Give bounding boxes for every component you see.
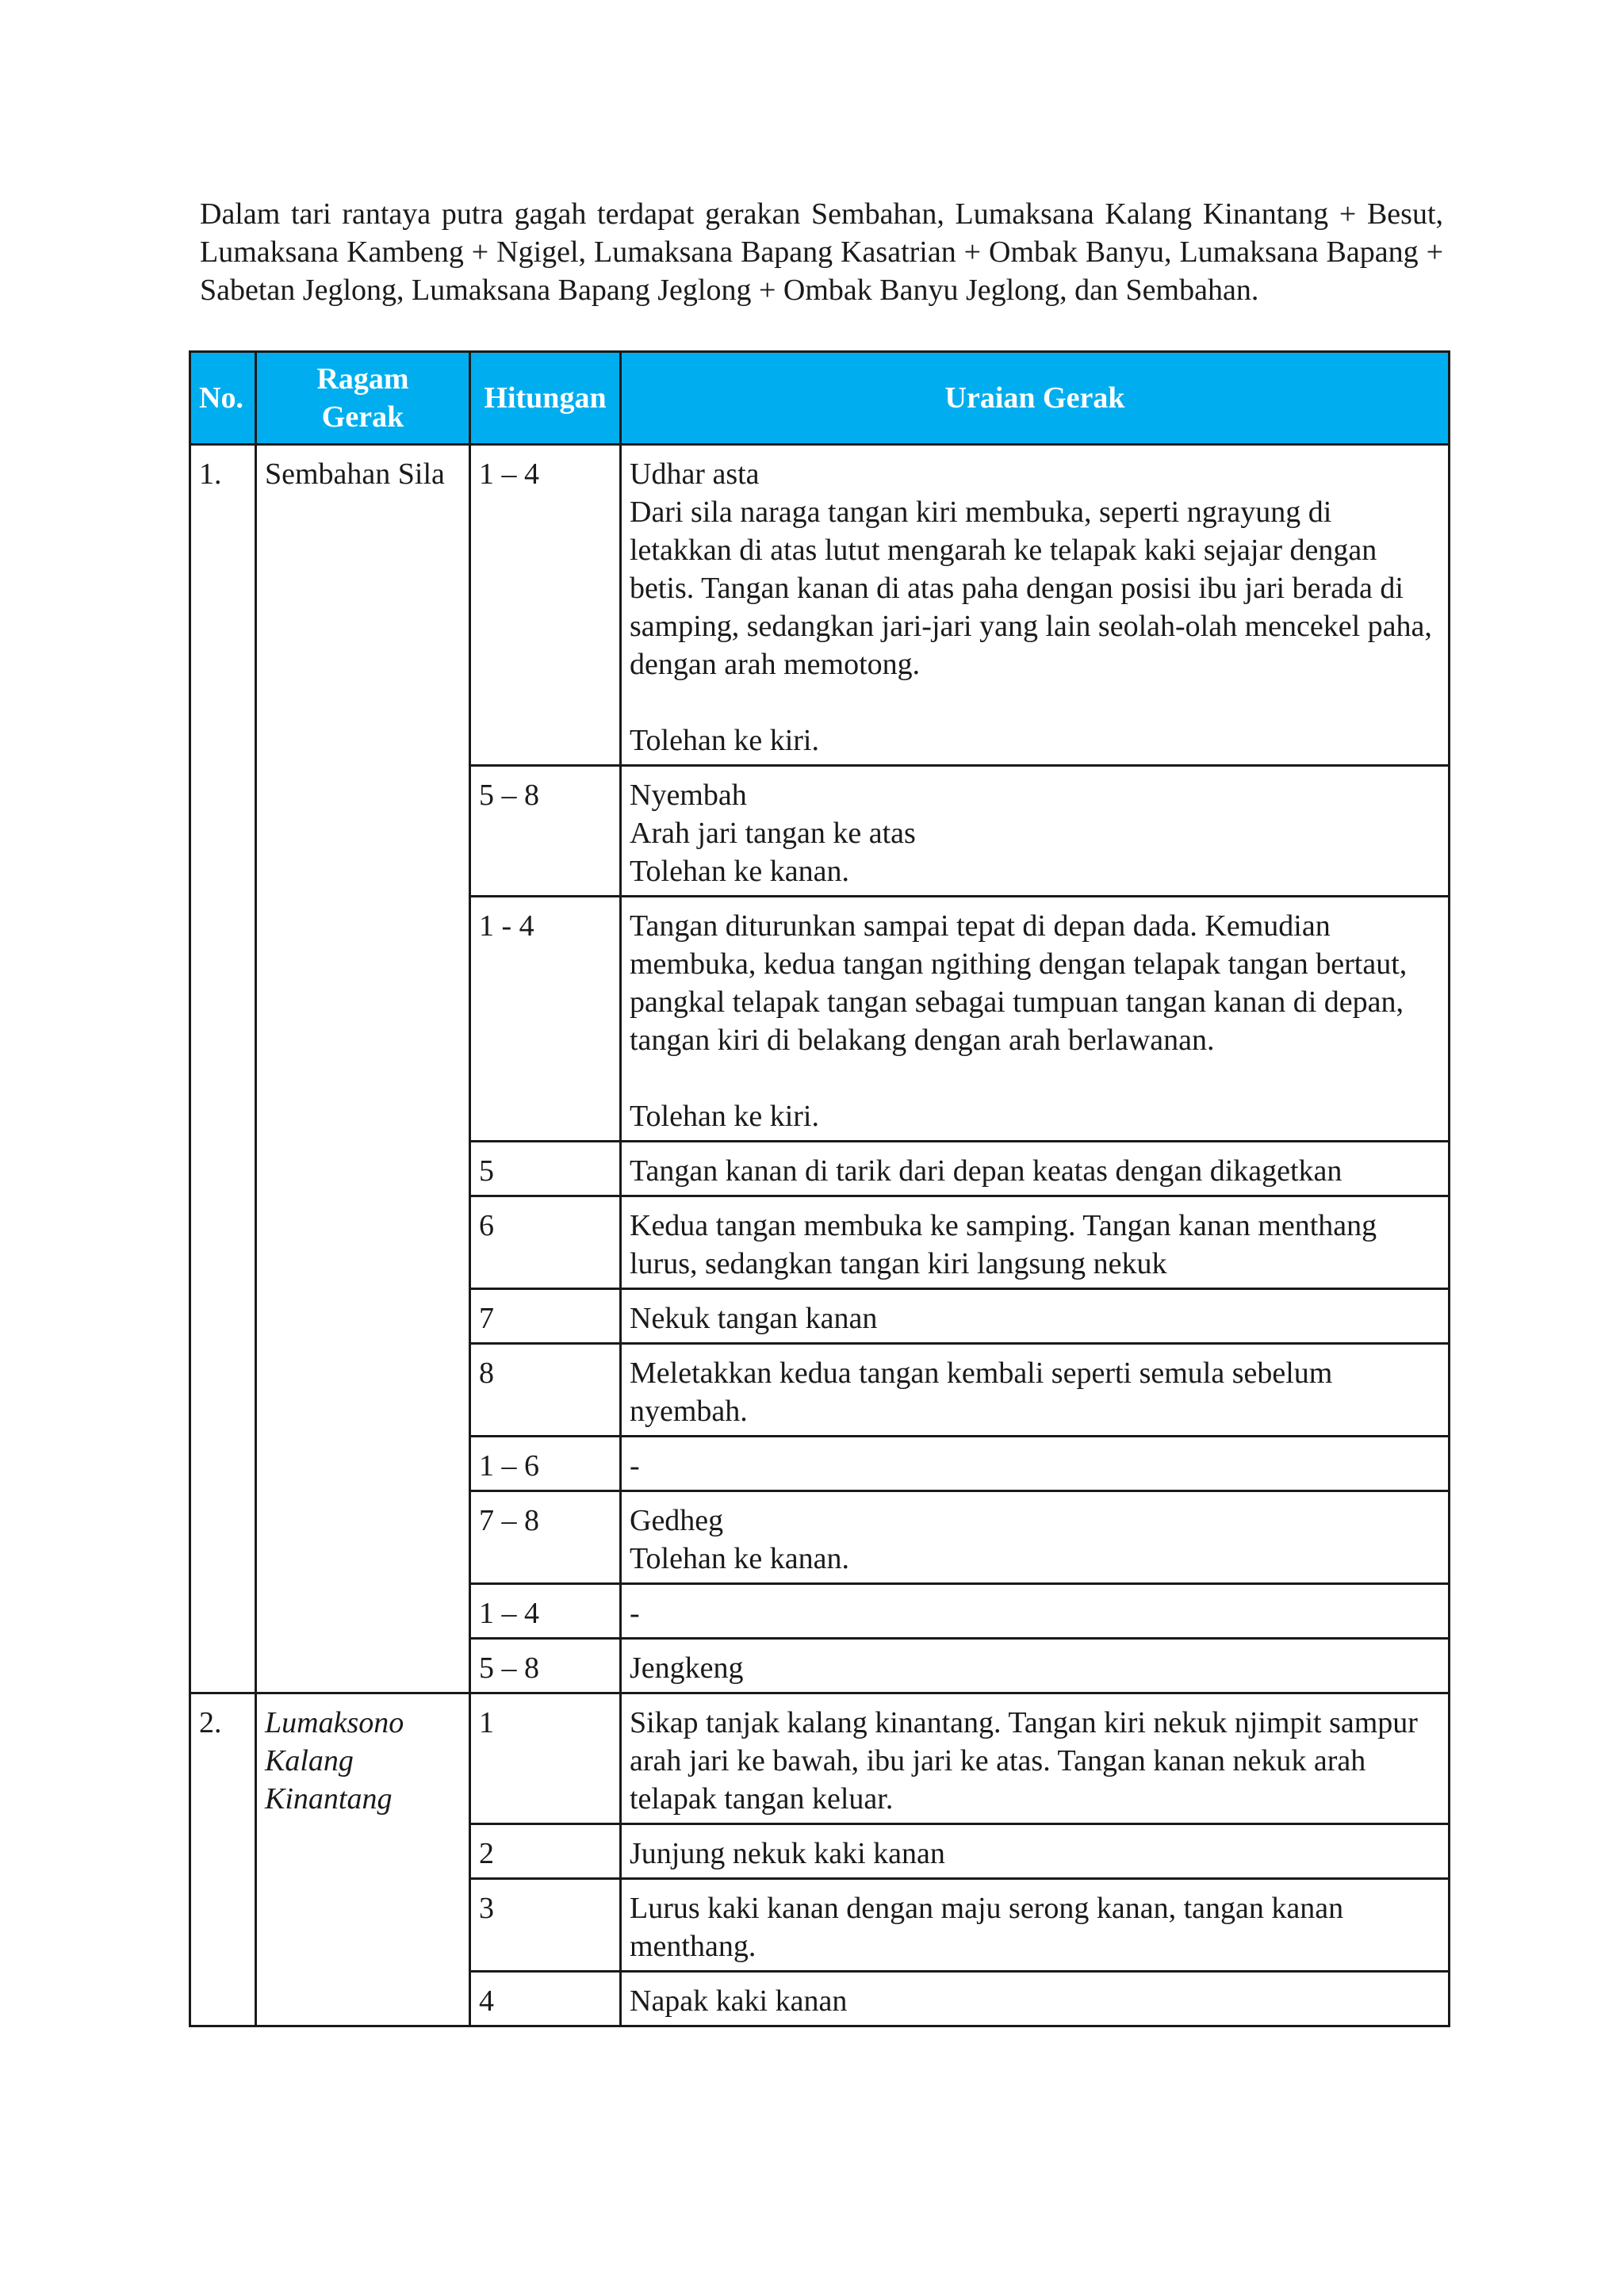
uraian-gerak-cell [621,1972,1450,2026]
ragam-gerak-cell [256,445,470,1693]
uraian-gerak-cell [621,1142,1450,1196]
hitungan-cell: 2 [470,1824,621,1879]
hitungan-cell: 6 [470,1196,621,1289]
ragam-gerak-line: Kinantang [265,1782,393,1816]
uraian-gerak-cell [621,1584,1450,1639]
row-number: 2. [190,1693,256,2026]
uraian-line: Udhar asta [630,457,760,491]
uraian-line: Tangan diturunkan sampai tepat di depan dada. Kemudian membuka, kedua tangan ngithing dengan telapak tangan bertaut, pangkal telapak tangan sebagai tumpuan tangan kanan di depan, tangan kiri di belakang dengan arah berlawanan. [630,909,1408,1057]
uraian-gerak-cell [621,1437,1450,1491]
intro-paragraph: Dalam tari rantaya putra gagah terdapat gerakan Sembahan, Lumaksana Kalang Kinantang + Besut, Lumaksana Kambeng + Ngigel, Lumaksana Bapang Kasatrian + Ombak Banyu, Lumaksana Bapang + Sabetan Jeglong, Lumaksana Bapang Jeglong + Ombak Banyu Jeglong, dan Sembahan. [200,197,1443,307]
uraian-line: Nyembah [630,779,747,812]
hitungan-cell: 1 – 6 [470,1437,621,1491]
uraian-gerak-cell [621,1196,1450,1289]
hitungan-cell: 1 – 4 [470,445,621,766]
uraian-line: Jengkeng [630,1651,744,1685]
header-ragam-gerak [256,352,470,445]
hitungan-cell: 7 [470,1289,621,1344]
header-ragam-line-1: Ragam [316,362,409,396]
row-number: 1. [190,445,256,1693]
uraian-line: - [630,1597,640,1630]
uraian-gerak-cell [621,1693,1450,1824]
table-row [190,445,1450,766]
header-uraian-gerak: Uraian Gerak [621,352,1450,445]
header-ragam-line-2: Gerak [321,400,404,434]
uraian-line: Lurus kaki kanan dengan maju serong kanan, tangan kanan menthang. [630,1892,1344,1963]
uraian-gerak-cell [621,445,1450,766]
uraian-line: Tolehan ke kanan. [630,1542,849,1575]
uraian-line: - [630,1449,640,1483]
ragam-gerak-cell [256,1693,470,2026]
uraian-gerak-cell [621,1344,1450,1437]
uraian-gerak-cell [621,1639,1450,1693]
hitungan-cell: 4 [470,1972,621,2026]
hitungan-cell: 7 – 8 [470,1491,621,1584]
ragam-gerak-line: Lumaksono [265,1706,404,1739]
uraian-line: Gedheg [630,1504,724,1537]
blank-line [630,1059,1440,1097]
blank-line [630,683,1440,721]
uraian-gerak-cell [621,1289,1450,1344]
uraian-gerak-cell [621,897,1450,1142]
hitungan-cell: 5 – 8 [470,766,621,897]
table-header-row [190,352,1450,445]
uraian-line: Tangan kanan di tarik dari depan keatas dengan dikagetkan [630,1154,1342,1188]
ragam-gerak-line: Kalang [265,1744,354,1777]
movement-table [189,350,1450,2027]
uraian-line: Kedua tangan membuka ke samping. Tangan kanan menthang lurus, sedangkan tangan kiri langsung nekuk [630,1209,1377,1280]
hitungan-cell: 1 - 4 [470,897,621,1142]
hitungan-cell: 5 [470,1142,621,1196]
uraian-gerak-cell [621,1879,1450,1972]
hitungan-cell: 8 [470,1344,621,1437]
uraian-line: Arah jari tangan ke atas [630,817,916,850]
uraian-line: Junjung nekuk kaki kanan [630,1837,945,1870]
uraian-line: Sikap tanjak kalang kinantang. Tangan kiri nekuk njimpit sampur arah jari ke bawah, ibu jari ke atas. Tangan kanan nekuk arah telapak tangan keluar. [630,1706,1418,1816]
header-no: No. [190,352,256,445]
uraian-line: Tolehan ke kanan. [630,855,849,888]
hitungan-cell: 3 [470,1879,621,1972]
uraian-line: Nekuk tangan kanan [630,1302,878,1335]
uraian-gerak-cell [621,766,1450,897]
uraian-line: Napak kaki kanan [630,1984,848,2018]
table-row [190,1693,1450,1824]
ragam-gerak-line: Sembahan Sila [265,457,445,491]
uraian-line: Dari sila naraga tangan kiri membuka, seperti ngrayung di letakkan di atas lutut mengarah ke telapak kaki sejajar dengan betis. Tangan kanan di atas paha dengan posisi ibu jari berada di samping, sedangkan jari-jari yang lain seolah-olah mencekel paha, dengan arah memotong. [630,496,1432,681]
table-body [190,445,1450,2026]
uraian-line: Tolehan ke kiri. [630,724,819,757]
hitungan-cell: 1 – 4 [470,1584,621,1639]
uraian-gerak-cell [621,1824,1450,1879]
uraian-gerak-cell [621,1491,1450,1584]
hitungan-cell: 5 – 8 [470,1639,621,1693]
header-hitungan: Hitungan [470,352,621,445]
uraian-line: Meletakkan kedua tangan kembali seperti semula sebelum nyembah. [630,1357,1333,1428]
uraian-line: Tolehan ke kiri. [630,1100,819,1133]
hitungan-cell: 1 [470,1693,621,1824]
